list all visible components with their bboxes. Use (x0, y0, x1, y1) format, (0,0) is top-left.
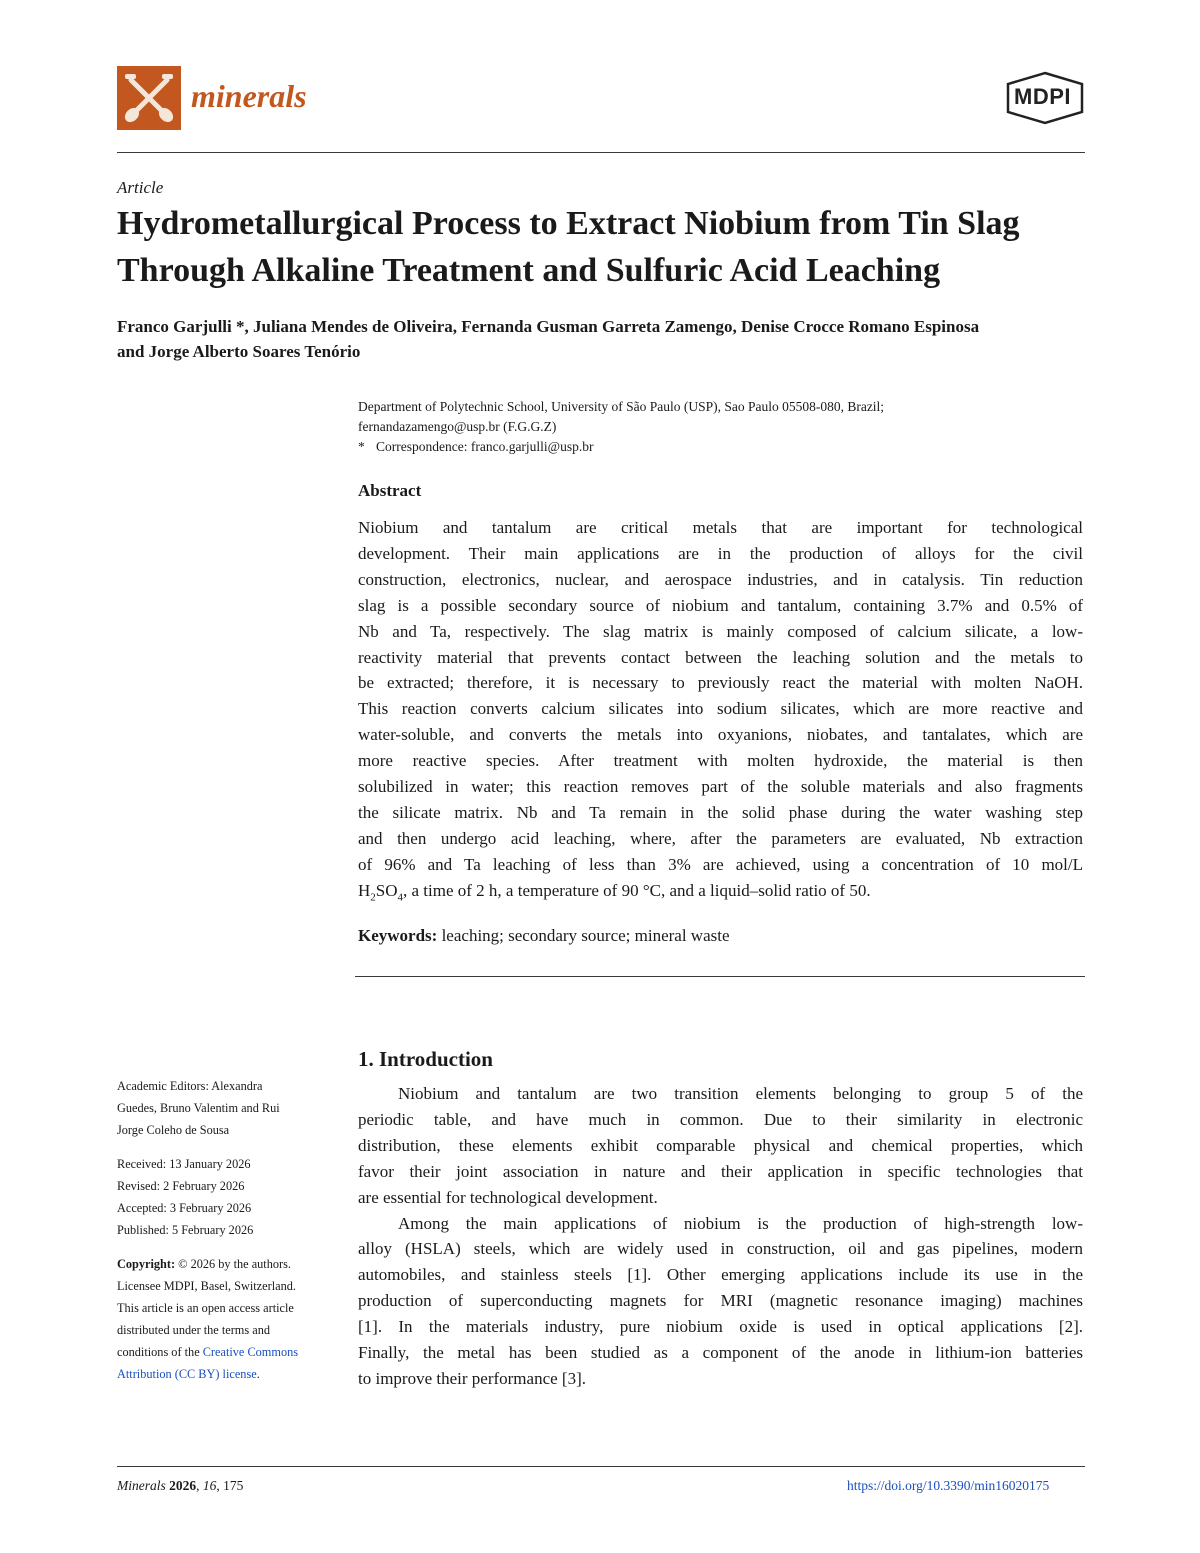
publication-dates (117, 1153, 332, 1241)
abstract-line: of 96% and Ta leaching of less than 3% are achieved, using a concentration of 10 mol/L (358, 854, 1083, 874)
correspondence-marker: * (358, 439, 365, 454)
date-received: Received: 13 January 2026 (117, 1157, 251, 1171)
footer-year: 2026 (165, 1478, 197, 1493)
citation-footer (117, 1478, 243, 1494)
abstract-line: be extracted; therefore, it is necessary to previously react the material with molten NaOH. (358, 673, 1083, 693)
section-heading-introduction: 1. Introduction (358, 1047, 493, 1071)
author-line: Franco Garjulli *, Juliana Mendes de Oliveira, Fernanda Gusman Garreta Zamengo, Denise Crocce Romano Espinosa (117, 317, 980, 336)
keywords (358, 926, 730, 946)
abstract-last-text: , a time of 2 h, a temperature of 90 °C, and a liquid–solid ratio of 50. (403, 880, 871, 900)
intro-line: alloy (HSLA) steels, which are widely used in construction, oil and gas pipelines, modern (358, 1239, 1083, 1259)
editors-line: Guedes, Bruno Valentim and Rui (117, 1101, 280, 1115)
abstract-line: solubilized in water; this reaction removes part of the soluble materials and also fragments (358, 777, 1083, 797)
mdpi-logo-text: MDPI (1014, 84, 1071, 109)
journal-logo (117, 66, 181, 130)
title-line: Hydrometallurgical Process to Extract Niobium from Tin Slag (117, 205, 1020, 242)
introduction-body (358, 1081, 1083, 1392)
author-line: and Jorge Alberto Soares Tenório (117, 342, 361, 361)
intro-line: [1]. In the materials industry, pure niobium oxide is used in optical applications [2]. (358, 1317, 1083, 1337)
correspondence-line (358, 437, 1085, 457)
abstract-line: reactivity material that prevents contact between the leaching solution and the metals to (358, 647, 1083, 667)
journal-name: minerals (191, 78, 307, 114)
affiliation-email: fernandazamengo@usp.br (F.G.G.Z) (358, 419, 557, 434)
intro-line: production of superconducting magnets for MRI (magnetic resonance imaging) machines (358, 1291, 1083, 1311)
intro-line: automobiles, and stainless steels [1]. Other emerging applications include its use in the (358, 1265, 1083, 1285)
copyright-line (117, 1363, 332, 1385)
editors-line: Jorge Coleho de Sousa (117, 1123, 230, 1137)
doi-link[interactable]: https://doi.org/10.3390/min16020175 (847, 1478, 1050, 1493)
date-published: Published: 5 February 2026 (117, 1223, 254, 1237)
intro-line: distribution, these elements exhibit comparable physical and chemical properties, which (358, 1135, 1083, 1155)
affiliation-block (358, 397, 1085, 457)
abstract-divider (355, 976, 1085, 977)
intro-line: favor their joint association in nature and their application in specific technologies that (358, 1161, 1083, 1181)
copyright-text: © 2026 by the authors. (175, 1257, 291, 1271)
abstract-line (358, 878, 1083, 911)
abstract-line: slag is a possible secondary source of niobium and tantalum, containing 3.7% and 0.5% of (358, 595, 1083, 615)
affiliation-line: Department of Polytechnic School, University of São Paulo (USP), Sao Paulo 05508-080, Brazil; (358, 399, 885, 414)
footer-sep: , (196, 1478, 203, 1493)
license-link[interactable]: Creative Commons (202, 1345, 299, 1359)
keywords-text: leaching; secondary source; mineral waste (437, 926, 730, 945)
article-type: Article (117, 178, 164, 197)
author-list (117, 314, 1085, 364)
copyright-line (117, 1341, 332, 1363)
paper-title (117, 200, 1085, 294)
copyright-line: distributed under the terms and (117, 1323, 270, 1337)
editors-line: Academic Editors: Alexandra (117, 1079, 263, 1093)
copyright-line (117, 1253, 332, 1275)
intro-line: Among the main applications of niobium is the production of high-strength low- (398, 1213, 1083, 1233)
abstract-line: the silicate matrix. Nb and Ta remain in the solid phase during the water washing step (358, 802, 1083, 822)
copyright-line: Licensee MDPI, Basel, Switzerland. (117, 1279, 296, 1293)
footer-journal: Minerals (117, 1478, 166, 1493)
copyright-notice (117, 1253, 332, 1385)
crossed-shovels-icon (117, 66, 181, 130)
correspondence-text: Correspondence: franco.garjulli@usp.br (376, 439, 594, 454)
formula-subscript-2: 2 (370, 891, 376, 904)
abstract-line: water-soluble, and converts the metals into oxyanions, niobates, and tantalates, which are (358, 725, 1083, 745)
header-divider (117, 152, 1085, 153)
academic-editors (117, 1075, 332, 1141)
footer-sep: , (216, 1478, 224, 1493)
copyright-label: Copyright: (117, 1257, 176, 1271)
intro-line: periodic table, and have much in common. Due to their similarity in electronic (358, 1109, 1083, 1129)
copyright-text: conditions of the (117, 1345, 203, 1359)
copyright-line: This article is an open access article (117, 1301, 294, 1315)
date-revised: Revised: 2 February 2026 (117, 1179, 245, 1193)
intro-line: to improve their performance [3]. (358, 1368, 586, 1388)
abstract-line: This reaction converts calcium silicates into sodium silicates, which are more reactive and (358, 699, 1083, 719)
abstract-body (358, 515, 1083, 911)
copyright-end: . (256, 1367, 260, 1381)
license-link[interactable]: Attribution (CC BY) license (117, 1367, 257, 1381)
footer-divider (117, 1466, 1085, 1467)
intro-line: Niobium and tantalum are two transition elements belonging to group 5 of the (398, 1084, 1083, 1103)
abstract-line: development. Their main applications are in the production of alloys for the civil (358, 543, 1083, 563)
keywords-label: Keywords: (358, 926, 438, 945)
formula-subscript-4: 4 (397, 891, 404, 904)
abstract-line: construction, electronics, nuclear, and aerospace industries, and in catalysis. Tin reduction (358, 569, 1083, 589)
date-accepted: Accepted: 3 February 2026 (117, 1201, 252, 1215)
abstract-heading: Abstract (358, 481, 422, 500)
abstract-line: and then undergo acid leaching, where, after the parameters are evaluated, Nb extraction (358, 828, 1083, 848)
formula-h: H (358, 880, 371, 900)
formula-so: SO (375, 880, 398, 900)
intro-line: Finally, the metal has been studied as a component of the anode in lithium-ion batteries (358, 1343, 1083, 1363)
footer-article-number: 175 (223, 1478, 244, 1493)
publisher-logo (1004, 70, 1086, 131)
abstract-line: Nb and Ta, respectively. The slag matrix is mainly composed of calcium silicate, a low- (358, 621, 1083, 641)
intro-line: are essential for technological development. (358, 1187, 658, 1207)
abstract-line: Niobium and tantalum are critical metals that are important for technological (358, 518, 1083, 537)
footer-volume: 16 (202, 1478, 217, 1493)
title-line: Through Alkaline Treatment and Sulfuric Acid Leaching (117, 252, 941, 289)
abstract-line: more reactive species. After treatment with molten hydroxide, the material is then (358, 751, 1083, 771)
